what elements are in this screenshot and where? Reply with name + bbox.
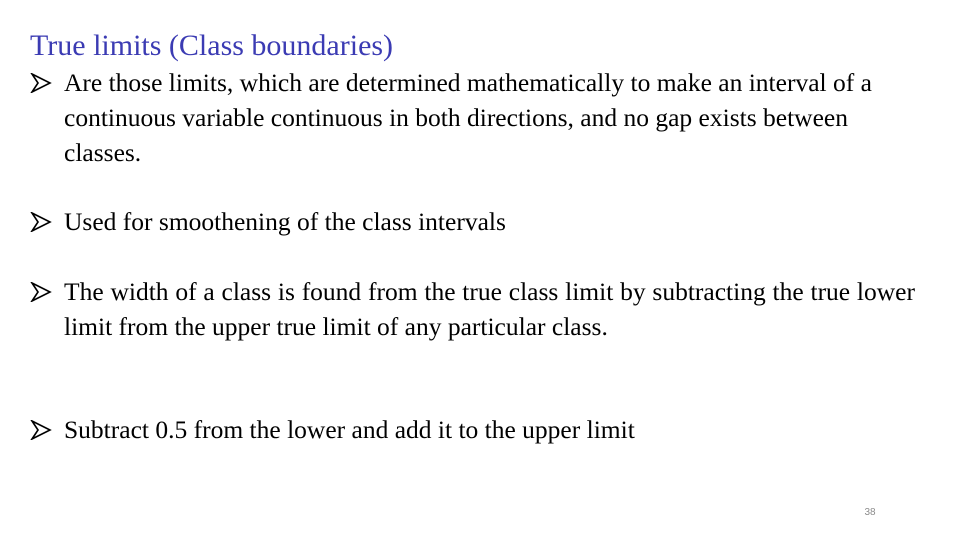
bullet-text: The width of a class is found from the true class limit by subtracting the true lower limit from the upper true limit of any particular class.	[64, 277, 915, 341]
arrowhead-bullet-icon	[30, 274, 56, 309]
bullet-text: Subtract 0.5 from the lower and add it to the upper limit	[64, 415, 635, 444]
page-number: 38	[864, 507, 876, 518]
arrowhead-bullet-icon	[30, 412, 56, 447]
arrowhead-bullet-icon	[30, 65, 56, 100]
bullet-text: Used for smoothening of the class intervals	[64, 207, 506, 236]
arrowhead-bullet-icon	[30, 204, 56, 239]
bullet-text: Are those limits, which are determined mathematically to make an interval of a continuous variable continuous in both directions, and no gap exists between classes.	[64, 68, 872, 167]
bullet-item	[30, 65, 915, 170]
slide-title: True limits (Class boundaries)	[30, 29, 394, 62]
bullet-item	[30, 204, 915, 239]
bullet-item	[30, 274, 915, 344]
bullet-item	[30, 412, 915, 447]
